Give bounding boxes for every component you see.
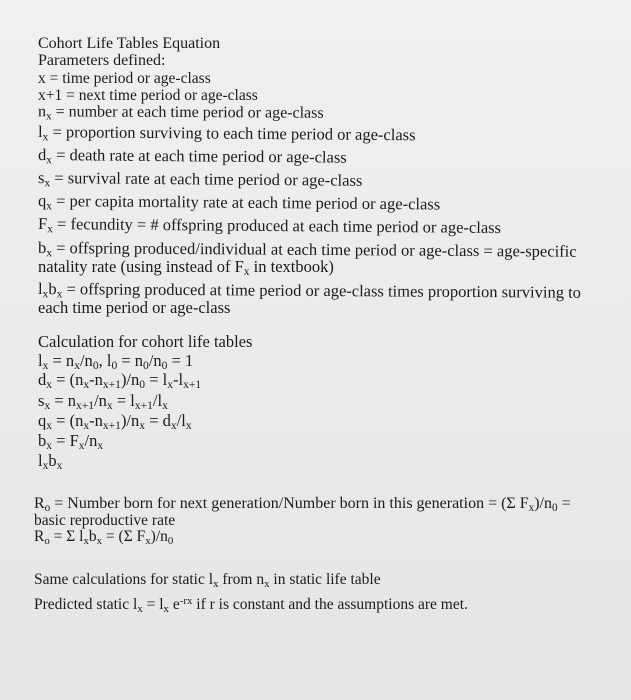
- calc-heading: Calculation for cohort life tables: [38, 332, 253, 351]
- param-fx: $F_x$ = fecundity = # offspring produced at each time period or age-class: [37, 214, 502, 238]
- predicted-static-line: Predicted static $l_x = l_x$ $e^{-rx}$ if r is constant and the assumptions are met.: [34, 595, 468, 616]
- param-nx: $n_x$ = number at each time period or age-class: [37, 103, 324, 123]
- param-sx: $s_x$ = survival rate at each time period or age-class: [37, 168, 363, 190]
- calc-bx: $b_x = F_x/n_x$: [38, 431, 104, 453]
- calc-lxbx: $l_xb_x$: [38, 451, 63, 473]
- calc-dx: $d_x = (n_x-n_{x+1})/n_0 = l_x-l_{x+1}$: [38, 370, 202, 392]
- static-calc-line: Same calculations for static $l_x$ from $n_x$ in static life table: [34, 571, 381, 591]
- param-x: x = time period or age-class: [38, 70, 211, 87]
- param-lxbx: $l_xb_x$ = offspring produced at time period or age-class times proportion surviving to: [37, 279, 582, 302]
- calc-qx: $q_x = (n_x-n_{x+1})/n_x = d_x/l_x$: [38, 411, 192, 433]
- param-x-plus-1: x+1 = next time period or age-class: [38, 87, 258, 104]
- param-bx: $b_x$ = offspring produced/individual at each time period or age-class = age-specific: [37, 238, 577, 261]
- calc-lx: $l_x = n_x/n_0$, $l_0 = n_0/n_0 = 1$: [38, 351, 194, 373]
- calc-sx: $s_x = n_{x+1}/n_x = l_{x+1}/l_x$: [38, 391, 168, 413]
- param-lx: $l_x$ = proportion surviving to each time period or age-class: [37, 122, 416, 145]
- param-dx: $d_x$ = death rate at each time period or age-class: [37, 145, 347, 167]
- param-bx-line2: natality rate (using instead of $F_x$ in textbook): [38, 257, 334, 279]
- parameters-heading: Parameters defined:: [38, 52, 166, 69]
- ro-equation: $R_o = \Sigma$ $l_xb_x = (\Sigma$ $F_x)/n_0$: [34, 528, 174, 548]
- ro-label: basic reproductive rate: [34, 512, 176, 529]
- ro-definition: $R_o$ = Number born for next generation/Number born in this generation = (Σ $F_x)/n_0$ =: [34, 495, 571, 515]
- param-qx: $q_x$ = per capita mortality rate at each time period or age-class: [37, 191, 441, 214]
- document-title: Cohort Life Tables Equation: [38, 35, 221, 52]
- param-lxbx-line2: each time period or age-class: [38, 298, 231, 317]
